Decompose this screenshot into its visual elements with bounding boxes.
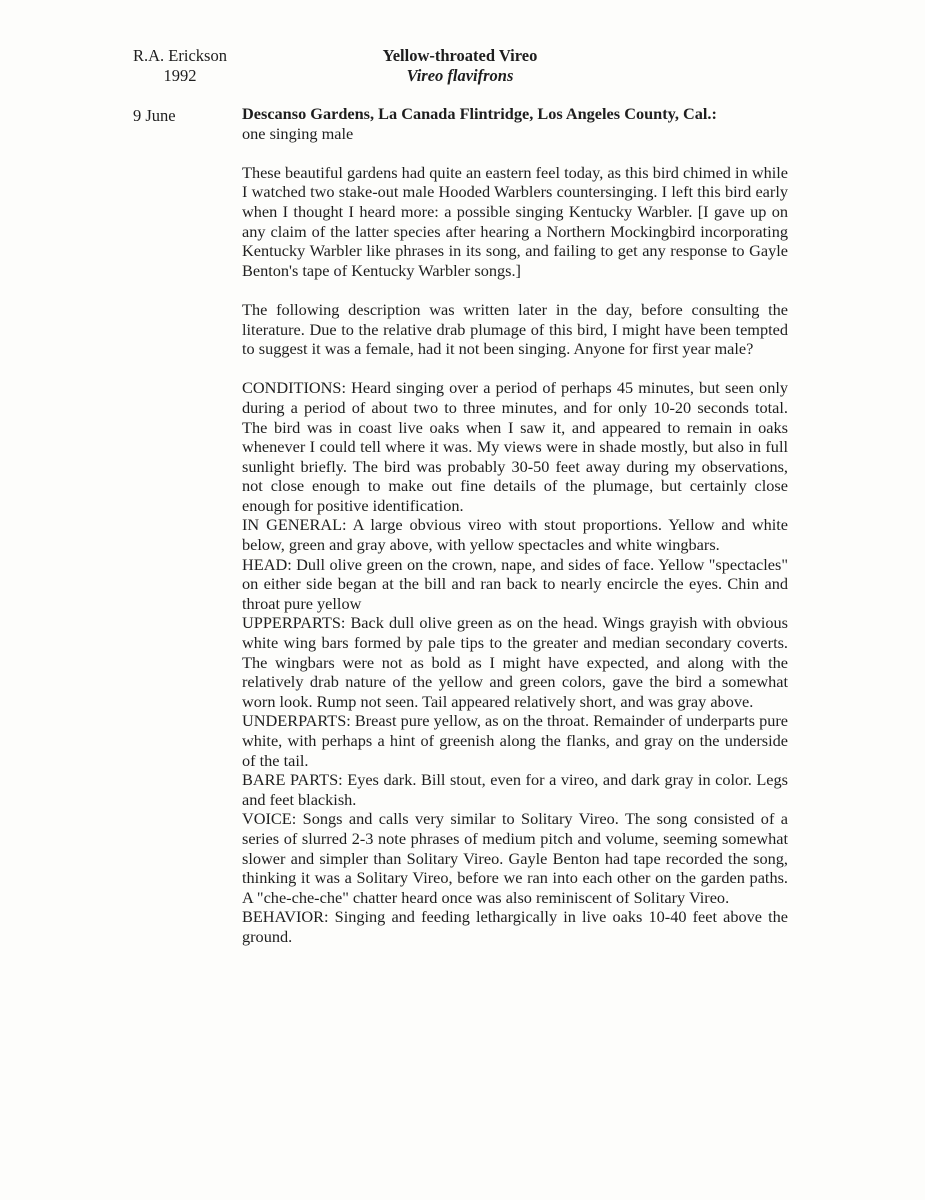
entry-date: 9 June: [133, 106, 176, 125]
entry-body: [242, 104, 788, 947]
section-behavior: BEHAVIOR: Singing and feeding lethargically in live oaks 10-40 feet above the ground.: [242, 907, 788, 946]
scientific-name: Vireo flavifrons: [406, 66, 514, 85]
section-conditions: CONDITIONS: Heard singing over a period of perhaps 45 minutes, but seen only during a period of about two to three minutes, and for only 10-20 seconds total. The bird was in coast live oaks when I saw it, and appeared to remain in oaks whenever I could tell where it was. My views were in shade mostly, but also in full sunlight briefly. The bird was probably 30-50 feet away during my observations, not close enough to make out fine details of the plumage, but certainly close enough for positive identification.: [242, 378, 788, 515]
species-title: [300, 46, 620, 86]
section-voice: VOICE: Songs and calls very similar to Solitary Vireo. The song consisted of a series of slurred 2-3 note phrases of medium pitch and volume, seeming somewhat slower and simpler than Solitary Vireo. Gayle Benton had tape recorded the song, thinking it was a Solitary Vireo, before we ran into each other on the garden paths. A "che-che-che" chatter heard once was also reminiscent of Solitary Vireo.: [242, 809, 788, 907]
bird-count: one singing male: [242, 123, 354, 143]
common-name: Yellow-throated Vireo: [382, 46, 538, 65]
paragraph-observation: These beautiful gardens had quite an eastern feel today, as this bird chimed in while I watched two stake-out male Hooded Warblers countersinging. I left this bird early when I thought I heard more: a possible singing Kentucky Warbler. [I gave up on any claim of the latter species after hearing a Northern Mockingbird incorporating Kentucky Warbler like phrases in its song, and failing to get any response to Gayle Benton's tape of Kentucky Warbler songs.]: [242, 162, 788, 280]
description-sections: [242, 378, 788, 946]
author-name: R.A. Erickson: [133, 46, 227, 65]
section-head: HEAD: Dull olive green on the crown, nape, and sides of face. Yellow "spectacles" on either side began at the bill and ran back to nearly encircle the eyes. Chin and throat pure yellow: [242, 554, 788, 613]
section-in-general: IN GENERAL: A large obvious vireo with stout proportions. Yellow and white below, green and gray above, with yellow spectacles and white wingbars.: [242, 515, 788, 555]
location: Descanso Gardens, La Canada Flintridge, Los Angeles County, Cal.:: [242, 104, 717, 123]
year: 1992: [163, 66, 197, 85]
author-block: [128, 46, 232, 86]
section-underparts: UNDERPARTS: Breast pure yellow, as on the throat. Remainder of underparts pure white, with perhaps a hint of greenish along the flanks, and gray on the underside of the tail.: [242, 711, 788, 770]
paragraph-intro: The following description was written later in the day, before consulting the literature. Due to the relative drab plumage of this bird, I might have been tempted to suggest it was a female, had it not been singing. Anyone for first year male?: [242, 299, 788, 359]
section-upperparts: UPPERPARTS: Back dull olive green as on the head. Wings grayish with obvious white wing bars formed by pale tips to the greater and median secondary coverts. The wingbars were not as bold as I might have expected, and along with the relatively drab nature of the yellow and green colors, gave the bird a somewhat worn look. Rump not seen. Tail appeared relatively short, and was gray above.: [242, 613, 788, 711]
section-bare-parts: BARE PARTS: Eyes dark. Bill stout, even for a vireo, and dark gray in color. Legs and feet blackish.: [242, 770, 788, 809]
